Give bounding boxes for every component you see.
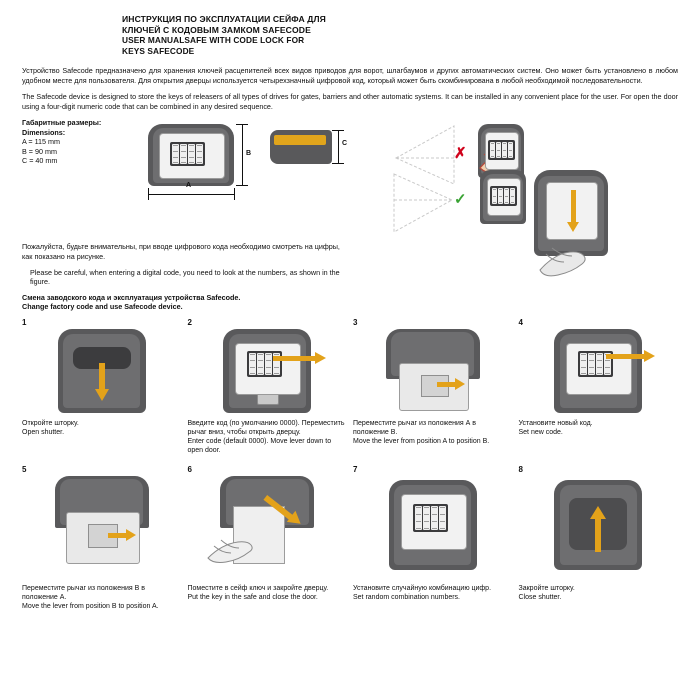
- dial-4[interactable]: [439, 506, 446, 530]
- step-7-caption: [353, 584, 513, 602]
- step-5: [22, 465, 182, 611]
- safe-front-view: [142, 124, 252, 200]
- step-8: [519, 465, 679, 611]
- cross-mark-icon: ✗: [454, 145, 467, 163]
- step-5-number: 5: [22, 464, 27, 474]
- step-4-caption-en: Set new code.: [518, 428, 563, 436]
- dimension-tick-b-bottom: [236, 185, 248, 186]
- dial-2[interactable]: [496, 142, 501, 158]
- dial-4[interactable]: [508, 142, 513, 158]
- step-5-caption-en: Move the lever from position B to position A.: [22, 602, 159, 610]
- step-4-illustration: [519, 329, 679, 415]
- step-8-caption: [519, 584, 679, 602]
- step-5-illustration: [22, 476, 182, 580]
- step-7: [353, 465, 513, 611]
- dimension-a: A = 115 mm: [22, 137, 61, 147]
- caution-en: Please be careful, when entering a digital code, you need to look at the numbers, as shown in the figure.: [30, 267, 340, 287]
- title-en-line2: KEYS SAFECODE: [122, 45, 195, 56]
- dial-1[interactable]: [249, 353, 256, 375]
- change-code-ru: Смена заводского кода и эксплуатация устройства Safecode.: [22, 292, 241, 302]
- step-2: [188, 318, 348, 455]
- step-3-caption-ru: Переместите рычаг из положения А в положение В.: [353, 419, 476, 436]
- step-7-number: 7: [353, 464, 358, 474]
- step-1-caption-en: Open shutter.: [22, 428, 65, 436]
- step-6: [188, 465, 348, 611]
- step-6-caption: [188, 584, 348, 602]
- dimension-line-b: [242, 124, 243, 186]
- code-dials-right: [490, 186, 517, 206]
- step-2-illustration: [188, 329, 348, 415]
- dimensions-figure-block: [22, 118, 678, 238]
- dial-2[interactable]: [588, 353, 595, 375]
- right-arrow-icon: [606, 351, 662, 361]
- safe-side-view: [270, 126, 354, 186]
- caution-section: [22, 242, 342, 286]
- dial-3[interactable]: [265, 353, 272, 375]
- safe-mounted-illustration: [524, 170, 644, 282]
- figures-area: [142, 118, 700, 238]
- intro-section: [22, 66, 678, 111]
- dial-2[interactable]: [180, 144, 187, 164]
- title-ru-line2: КЛЮЧЕЙ С КОДОВЫМ ЗАМКОМ SAFECODE: [122, 24, 311, 35]
- dimension-tick-a-right: [234, 188, 235, 200]
- dimension-mark-c: C: [342, 140, 348, 148]
- step-1-number: 1: [22, 317, 27, 327]
- step-3-number: 3: [353, 317, 358, 327]
- dial-4[interactable]: [510, 188, 515, 204]
- right-arrow-icon: [108, 530, 142, 540]
- step-5-caption-ru: Переместите рычаг из положения В в положение А.: [22, 584, 145, 601]
- step-2-caption-en: Enter code (default 0000). Move lever down to open door.: [187, 437, 332, 454]
- step-4-caption: [519, 419, 679, 437]
- step-6-number: 6: [187, 464, 192, 474]
- caution-ru: Пожалуйста, будьте внимательны, при вводе цифрового кода необходимо смотреть на цифры, как показано на рисунке.: [22, 242, 340, 261]
- step-4-number: 4: [518, 317, 523, 327]
- dimension-mark-a: A: [186, 182, 192, 190]
- dimension-tick-c-bottom: [332, 163, 344, 164]
- step-2-caption-ru: Введите код (по умолчанию 0000). Переместить рычаг вниз, чтобы открыть дверцу.: [187, 419, 345, 436]
- dimension-mark-b: B: [246, 150, 252, 158]
- down-arrow-icon: [570, 190, 576, 234]
- step-6-caption-en: Put the key in the safe and close the door.: [187, 593, 318, 601]
- dial-2[interactable]: [423, 506, 430, 530]
- step-8-illustration: [519, 476, 679, 580]
- dimension-tick-b-top: [236, 124, 248, 125]
- dimension-c: C = 40 mm: [22, 156, 58, 165]
- step-1-caption-ru: Откройте шторку.: [22, 419, 79, 427]
- step-1-illustration: [22, 329, 182, 415]
- step-6-caption-ru: Поместите в сейф ключ и закройте дверцу.: [187, 584, 329, 592]
- step-3: [353, 318, 513, 455]
- title-en-line1: USER MANUALSAFE WITH CODE LOCK FOR: [122, 35, 305, 45]
- change-code-section: [22, 293, 678, 312]
- step-7-caption-ru: Установите случайную комбинацию цифр.: [353, 584, 492, 592]
- dimensions-label-ru: Габаритные размеры:: [22, 118, 102, 128]
- dial-3[interactable]: [596, 353, 603, 375]
- down-arrow-icon: [99, 363, 105, 403]
- right-arrow-icon: [437, 379, 471, 389]
- dimension-b: B = 90 mm: [22, 146, 57, 156]
- check-mark-icon: ✓: [454, 191, 467, 209]
- intro-paragraph-en: The Safecode device is designed to store the keys of releasers of all types of drives for gates, barriers and other automatic systems. It can be installed in any convenient place for the user. For open the door using a four-digit numeric code that can be combined in any desired sequence.: [22, 92, 678, 111]
- title-ru-line1: ИНСТРУКЦИЯ ПО ЭКСПЛУАТАЦИИ СЕЙФА ДЛЯ: [122, 14, 326, 24]
- step-7-caption-en: Set random combination numbers.: [353, 593, 460, 601]
- step-2-caption: [188, 419, 348, 455]
- code-dials: [170, 142, 205, 166]
- safe-side-stripe: [274, 135, 326, 145]
- dial-1[interactable]: [580, 353, 587, 375]
- intro-paragraph-ru: Устройство Safecode предназначено для хранения ключей расцепителей всех видов приводов для ворот, шлагбаумов и других автоматических систем. Оно может быть установлено в любом удобном месте для пользователя. Для открытия дверцы используется четырехзначный цифровой код, который может быть скомбинирована в любой необходимой последовательности.: [22, 66, 678, 85]
- dial-1[interactable]: [415, 506, 422, 530]
- step-5-caption: [22, 584, 182, 611]
- step-8-number: 8: [518, 464, 523, 474]
- step-3-caption-en: Move the lever from position A to position B.: [353, 437, 490, 445]
- step-2-number: 2: [187, 317, 192, 327]
- dimension-line-c: [338, 130, 339, 164]
- step-8-caption-en: Close shutter.: [518, 593, 562, 601]
- code-dials[interactable]: [413, 504, 448, 532]
- dial-3[interactable]: [502, 142, 507, 158]
- step-6-illustration: [188, 476, 348, 580]
- steps-row-1: [22, 318, 678, 455]
- dial-4[interactable]: [196, 144, 203, 164]
- step-3-illustration: [353, 329, 513, 415]
- step-1: [22, 318, 182, 455]
- dial-1[interactable]: [490, 142, 495, 158]
- dial-3[interactable]: [431, 506, 438, 530]
- dimensions-text: [22, 118, 134, 165]
- up-arrow-icon: [594, 506, 602, 556]
- steps-row-2: [22, 465, 678, 611]
- dial-1[interactable]: [492, 188, 497, 204]
- step-4: [519, 318, 679, 455]
- dial-3[interactable]: [504, 188, 509, 204]
- step-1-caption: [22, 419, 182, 437]
- dial-1[interactable]: [172, 144, 179, 164]
- step-7-illustration: [353, 476, 513, 580]
- dimension-line-a: [148, 194, 234, 195]
- step-3-caption: [353, 419, 513, 446]
- dimensions-label-en: Dimensions:: [22, 127, 66, 137]
- dial-2[interactable]: [257, 353, 264, 375]
- dial-3[interactable]: [188, 144, 195, 164]
- page-title: [122, 14, 562, 56]
- dimension-tick-c-top: [332, 130, 344, 131]
- step-4-caption-ru: Установите новый код.: [518, 419, 593, 427]
- dial-2[interactable]: [498, 188, 503, 204]
- code-dials-wrong: [488, 140, 515, 160]
- change-code-en: Change factory code and use Safecode device.: [22, 302, 183, 312]
- step-8-caption-ru: Закройте шторку.: [518, 584, 575, 592]
- right-arrow-icon: [273, 353, 333, 363]
- dimension-tick-a-left: [148, 188, 149, 200]
